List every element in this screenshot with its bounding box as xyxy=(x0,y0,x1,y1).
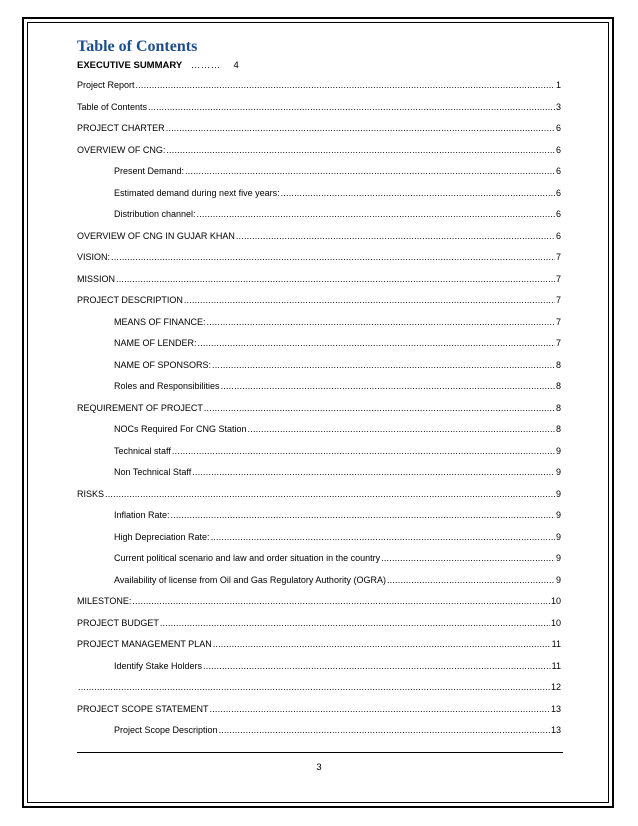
toc-entry-text: PROJECT BUDGET xyxy=(77,617,159,628)
toc-entry-text: PROJECT DESCRIPTION xyxy=(77,295,183,305)
toc-dot-leader xyxy=(210,704,550,714)
toc-dot-leader xyxy=(185,166,555,176)
toc-entry-text: Present Demand: xyxy=(114,166,185,176)
toc-entry[interactable] xyxy=(77,188,561,210)
executive-summary-dots: ……… xyxy=(190,60,221,71)
toc-dot-leader xyxy=(132,596,550,606)
toc-entry[interactable] xyxy=(77,209,561,231)
toc-entry-page: 10 xyxy=(550,617,561,628)
toc-dot-leader xyxy=(198,338,555,348)
toc-entry[interactable] xyxy=(77,489,561,511)
toc-entry-text: PROJECT CHARTER xyxy=(77,123,165,133)
toc-dot-leader xyxy=(166,145,555,155)
toc-entry-text: Identify Stake Holders xyxy=(114,660,203,671)
toc-entry-text: NOCs Required For CNG Station xyxy=(114,424,247,434)
toc-entry-text: Distribution channel: xyxy=(114,209,196,219)
toc-dot-leader xyxy=(136,80,555,90)
executive-summary-entry[interactable] xyxy=(77,60,239,71)
toc-entry[interactable] xyxy=(77,446,561,468)
toc-entry-text: Project Scope Description xyxy=(114,725,218,735)
toc-entry[interactable] xyxy=(77,360,561,382)
toc-dot-leader xyxy=(192,467,555,477)
toc-entry-page: 7 xyxy=(555,338,561,348)
toc-entry-page: 8 xyxy=(555,359,561,370)
toc-entry[interactable] xyxy=(77,639,561,661)
toc-entry[interactable] xyxy=(77,80,561,102)
toc-entry-text: MISSION xyxy=(77,273,116,284)
toc-dot-leader xyxy=(111,252,555,262)
toc-entry[interactable] xyxy=(77,338,561,360)
toc-dot-leader xyxy=(148,102,555,112)
toc-entry[interactable] xyxy=(77,532,561,554)
toc-entry-text: Project Report xyxy=(77,80,135,90)
toc-dot-leader xyxy=(171,510,555,520)
toc-list xyxy=(77,80,561,747)
toc-dot-leader xyxy=(197,209,555,219)
toc-entry-text: Inflation Rate: xyxy=(114,510,170,520)
executive-summary-page: 4 xyxy=(233,60,239,71)
toc-dot-leader xyxy=(212,360,555,370)
toc-entry-page: 11 xyxy=(551,639,561,649)
toc-entry[interactable] xyxy=(77,252,561,274)
toc-entry-page: 6 xyxy=(555,230,561,241)
toc-entry[interactable] xyxy=(77,166,561,188)
toc-entry-text: RISKS xyxy=(77,488,105,499)
toc-entry[interactable] xyxy=(77,145,561,167)
toc-entry-page: 7 xyxy=(555,273,561,284)
footer-divider xyxy=(77,752,563,753)
toc-entry-page: 6 xyxy=(555,166,561,176)
toc-entry[interactable] xyxy=(77,424,561,446)
toc-dot-leader xyxy=(203,661,551,671)
toc-dot-leader xyxy=(207,317,555,327)
toc-dot-leader xyxy=(281,188,555,198)
toc-entry-page: 9 xyxy=(555,467,561,477)
toc-entry[interactable] xyxy=(77,618,561,640)
toc-entry-page: 8 xyxy=(555,381,561,391)
toc-entry-text: Availability of license from Oil and Gas Regulatory Authority (OGRA) xyxy=(114,574,386,585)
toc-entry-page: 6 xyxy=(555,187,561,198)
toc-dot-leader xyxy=(213,639,551,649)
toc-dot-leader xyxy=(78,682,550,692)
toc-entry-page: 10 xyxy=(550,596,561,606)
toc-entry-text: Table of Contents xyxy=(77,101,148,112)
toc-entry-text: PROJECT SCOPE STATEMENT xyxy=(77,703,209,714)
toc-entry-page: 9 xyxy=(555,531,561,542)
toc-entry-text: Current political scenario and law and order situation in the country xyxy=(114,553,381,563)
toc-entry[interactable] xyxy=(77,295,561,317)
page-number: 3 xyxy=(316,762,322,773)
toc-entry[interactable] xyxy=(77,102,561,124)
executive-summary-label: EXECUTIVE SUMMARY xyxy=(77,60,183,71)
toc-entry-text: MEANS OF FINANCE: xyxy=(114,316,206,327)
toc-entry-page: 8 xyxy=(555,424,561,434)
toc-entry-text: VISION: xyxy=(77,252,111,262)
toc-dot-leader xyxy=(236,231,555,241)
toc-entry-text: High Depreciation Rate: xyxy=(114,531,210,542)
toc-entry[interactable] xyxy=(77,467,561,489)
toc-entry[interactable] xyxy=(77,704,561,726)
toc-entry-page: 11 xyxy=(551,660,561,671)
toc-entry-page: 6 xyxy=(555,209,561,219)
toc-entry-text: Non Technical Staff xyxy=(114,467,192,477)
toc-entry-text: NAME OF LENDER: xyxy=(114,338,197,348)
toc-dot-leader xyxy=(248,424,555,434)
toc-dot-leader xyxy=(219,725,550,735)
toc-entry[interactable] xyxy=(77,510,561,532)
toc-entry-page: 7 xyxy=(555,295,561,305)
toc-entry-text: Technical staff xyxy=(114,445,171,456)
toc-dot-leader xyxy=(166,123,555,133)
toc-entry[interactable] xyxy=(77,381,561,403)
toc-entry-page: 9 xyxy=(555,445,561,456)
toc-entry-page: 1 xyxy=(555,80,561,90)
toc-entry-page: 13 xyxy=(550,725,561,735)
toc-entry-page: 13 xyxy=(550,703,561,714)
toc-dot-leader xyxy=(116,274,555,284)
toc-entry[interactable] xyxy=(77,553,561,575)
toc-dot-leader xyxy=(221,381,555,391)
toc-entry-page: 3 xyxy=(555,101,561,112)
toc-entry[interactable] xyxy=(77,725,561,747)
toc-dot-leader xyxy=(160,618,550,628)
toc-dot-leader xyxy=(204,403,555,413)
toc-entry[interactable] xyxy=(77,403,561,425)
toc-entry-page: 9 xyxy=(555,510,561,520)
toc-entry[interactable] xyxy=(77,682,561,704)
toc-entry-text: OVERVIEW OF CNG: xyxy=(77,144,166,155)
toc-entry-page: 12 xyxy=(550,682,561,692)
toc-dot-leader xyxy=(387,575,555,585)
toc-entry[interactable] xyxy=(77,661,561,683)
toc-entry[interactable] xyxy=(77,231,561,253)
toc-entry-page: 9 xyxy=(555,553,561,563)
toc-entry-text: PROJECT MANAGEMENT PLAN xyxy=(77,639,212,649)
toc-entry[interactable] xyxy=(77,575,561,597)
toc-entry-text: OVERVIEW OF CNG IN GUJAR KHAN xyxy=(77,230,235,241)
toc-entry-page: 7 xyxy=(555,252,561,262)
toc-entry-page: 9 xyxy=(555,488,561,499)
toc-entry[interactable] xyxy=(77,123,561,145)
toc-entry[interactable] xyxy=(77,317,561,339)
toc-entry[interactable] xyxy=(77,274,561,296)
toc-entry-page: 7 xyxy=(555,316,561,327)
toc-entry-text: NAME OF SPONSORS: xyxy=(114,359,212,370)
toc-title: Table of Contents xyxy=(77,38,198,55)
toc-entry-text: Estimated demand during next five years: xyxy=(114,187,280,198)
toc-entry-page: 8 xyxy=(555,402,561,413)
toc-dot-leader xyxy=(381,553,555,563)
toc-dot-leader xyxy=(184,295,555,305)
toc-entry-text: MILESTONE: xyxy=(77,596,132,606)
toc-dot-leader xyxy=(105,489,555,499)
toc-entry-page: 6 xyxy=(555,144,561,155)
toc-entry-text: REQUIREMENT OF PROJECT xyxy=(77,402,203,413)
toc-entry-text: Roles and Responsibilities xyxy=(114,381,220,391)
toc-dot-leader xyxy=(172,446,555,456)
toc-entry[interactable] xyxy=(77,596,561,618)
toc-entry-page: 6 xyxy=(555,123,561,133)
toc-dot-leader xyxy=(211,532,555,542)
toc-entry-page: 9 xyxy=(555,574,561,585)
